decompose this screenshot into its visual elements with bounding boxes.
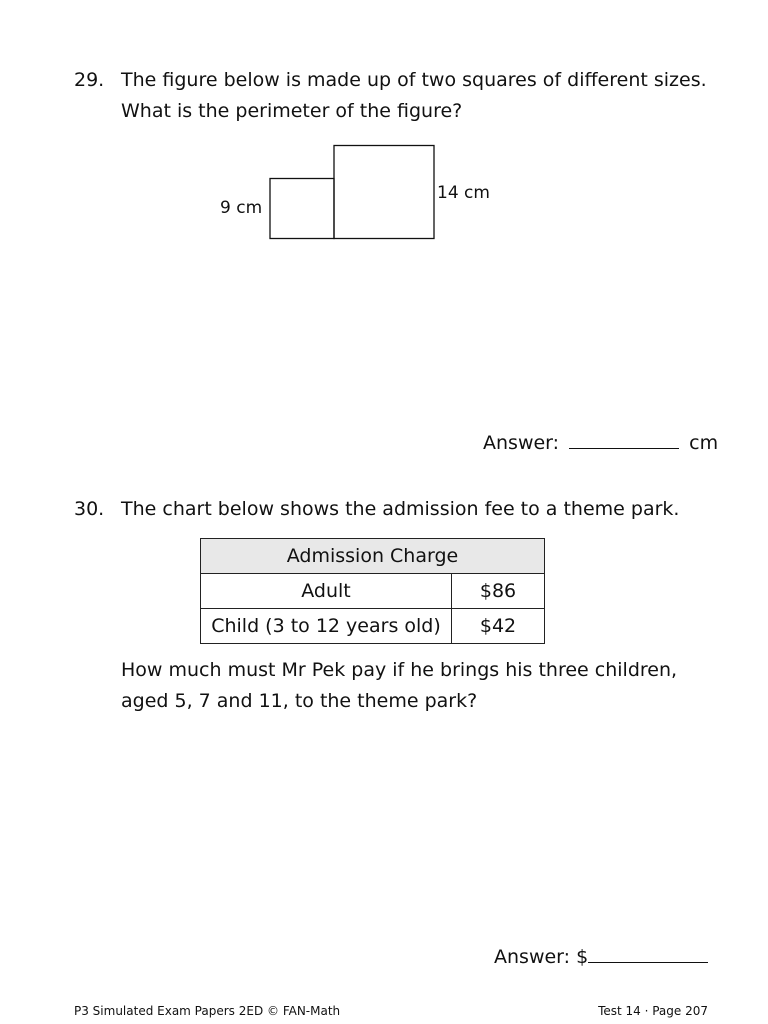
- small-square-side-label: 9 cm: [220, 198, 263, 218]
- question-30-intro: The chart below shows the admission fee to a theme park.: [121, 498, 680, 520]
- answer-29-unit: cm: [689, 432, 719, 454]
- row-price-child: $42: [452, 609, 545, 644]
- admission-fee-table: [200, 538, 545, 644]
- table-header: Admission Charge: [201, 539, 545, 574]
- table-row: [201, 609, 545, 644]
- answer-29-label: Answer:: [483, 432, 560, 454]
- two-squares-figure: [260, 140, 450, 246]
- large-square-side-label: 14 cm: [437, 183, 490, 203]
- question-29-line-2: What is the perimeter of the figure?: [121, 100, 463, 122]
- large-square: [334, 146, 434, 239]
- footer-right: Test 14 · Page 207: [598, 1004, 708, 1018]
- row-label-adult: Adult: [201, 574, 452, 609]
- row-price-adult: $86: [452, 574, 545, 609]
- footer-left: P3 Simulated Exam Papers 2ED © FAN-Math: [74, 1004, 341, 1018]
- question-30-line-1: How much must Mr Pek pay if he brings his three children,: [121, 659, 678, 681]
- answer-29: [483, 430, 718, 454]
- question-30-line-2: aged 5, 7 and 11, to the theme park?: [121, 690, 478, 712]
- answer-30: [494, 944, 708, 968]
- question-29-line-1: The figure below is made up of two squares of different sizes.: [121, 69, 707, 91]
- answer-29-blank[interactable]: [569, 430, 679, 449]
- answer-30-label: Answer: $: [494, 946, 589, 968]
- question-30-number: 30.: [74, 498, 105, 520]
- question-29-number: 29.: [74, 69, 105, 91]
- table-row: [201, 574, 545, 609]
- answer-30-blank[interactable]: [588, 944, 708, 963]
- table-header-row: [201, 539, 545, 574]
- small-square: [270, 179, 334, 239]
- row-label-child: Child (3 to 12 years old): [201, 609, 452, 644]
